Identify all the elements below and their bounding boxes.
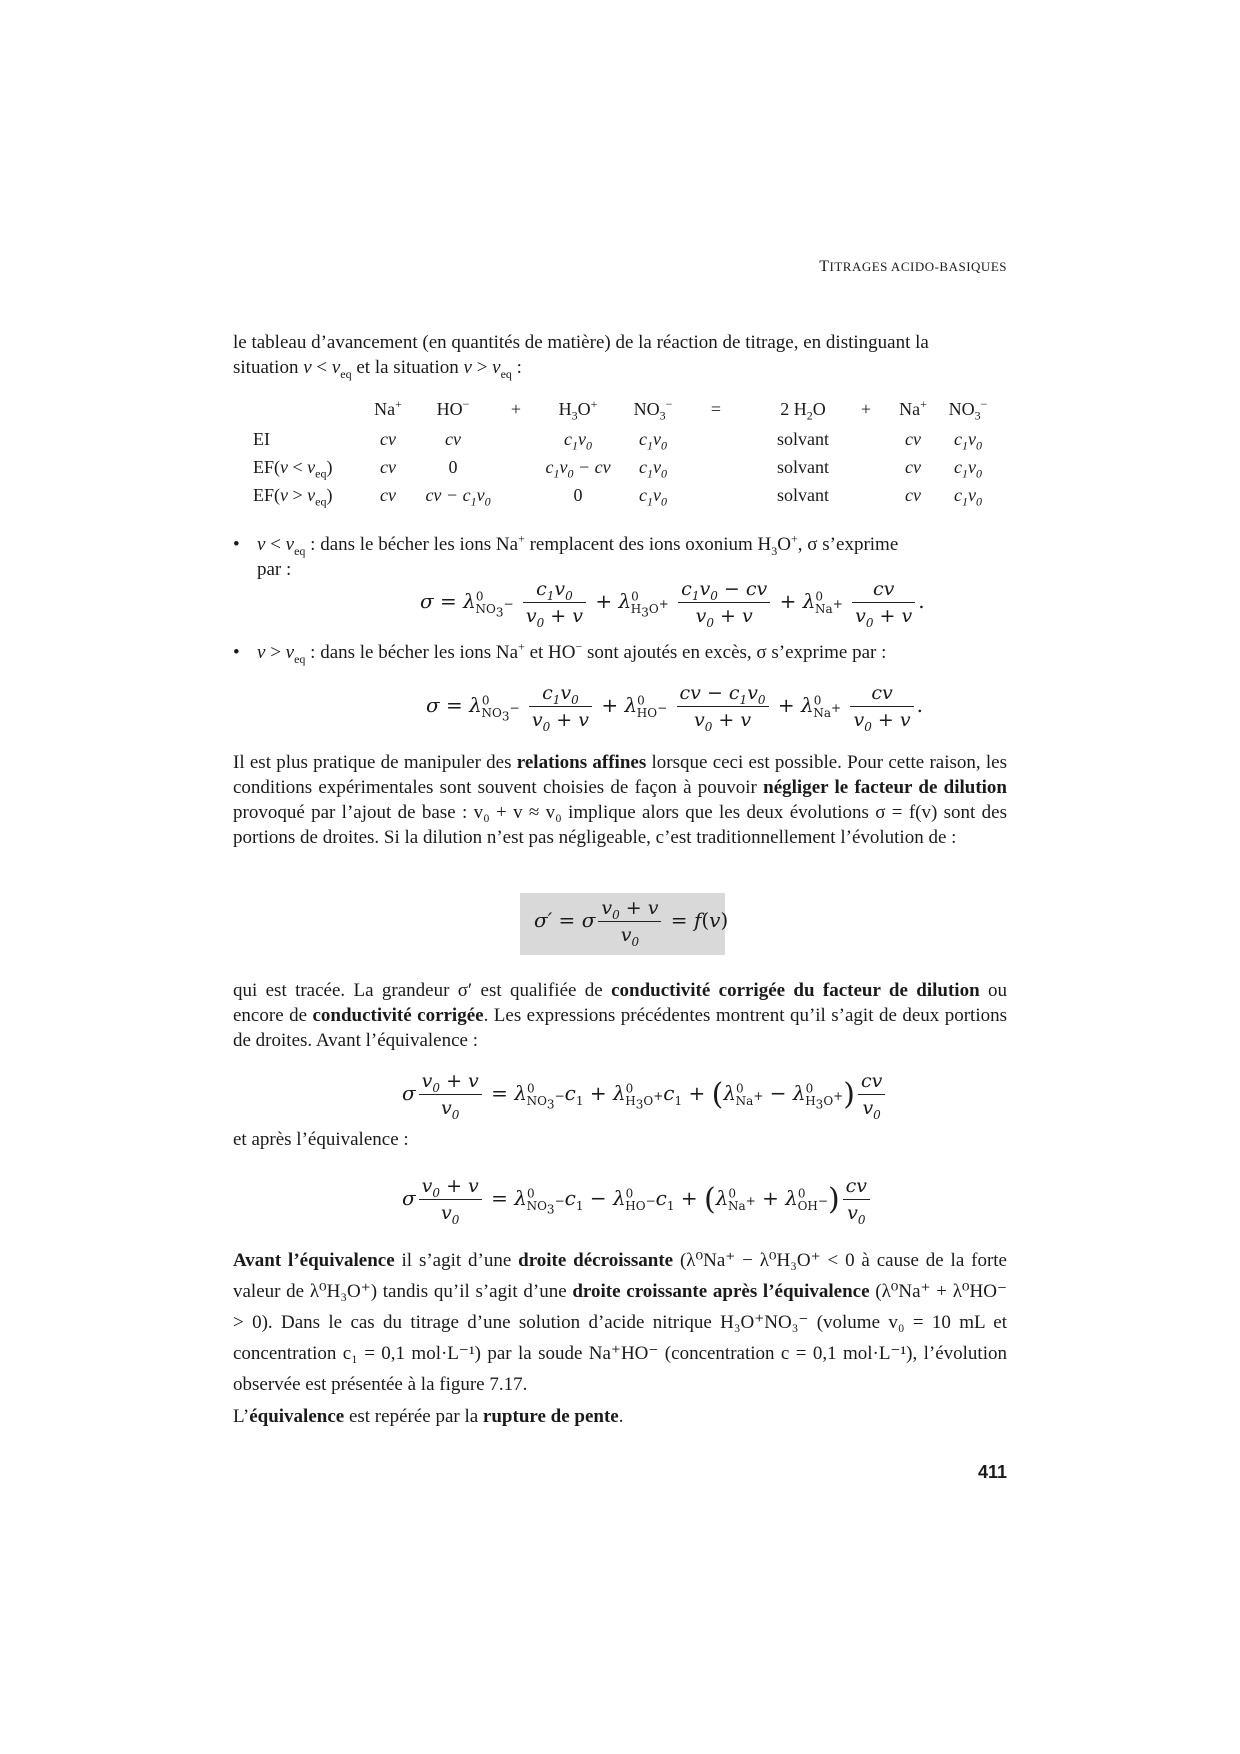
equation-before-equivalence: σ $\frac{v_0 + v}{v_0}$ = $\lambda^0_{NO_3^-}c_1 + \lambda^0_{H_3O^+}c_1 + (\lambda^0_{Na^+} - \lambda^0_{H_3O^+})$ $\frac{cv}{v_0}$	[402, 1070, 888, 1119]
table-row: $EF(v < v_{eq})$ cv 0 $c_1v_0$ − cv $c_1v_0$ solvant cv $c_1v_0$	[253, 457, 982, 481]
boxed-equation: σ′ = σ $\frac{v_0 + v}{v_0}$ = f(v)	[520, 893, 725, 955]
running-header: TITRAGES ACIDO-BASIQUES	[819, 258, 1007, 275]
paragraph: L’équivalence est repérée par la rupture de pente.	[233, 1406, 624, 1427]
bullet-icon: •	[233, 642, 240, 663]
bullet-item: • $v < v_{eq}$ : dans le bécher les ions Na+ remplacent des ions oxonium $H_3O^+$, σ s’exprime par :	[233, 531, 899, 580]
paragraph: Il est plus pratique de manipuler des relations affines lorsque ceci est possible. Pour cette raison, les conditions expérimentales sont souvent choisies de façon à pouvoir négliger le facteur de dilution provoqué par l’ajout de base : v₀ + v ≈ v₀ implique alors que les deux évolutions σ = f(v) sont des portions de droites. Si la dilution n’est pas négligeable, c’est traditionnellement l’évolution de :	[233, 752, 1008, 848]
paragraph: Avant l’équivalence il s’agit d’une droite décroissante (λ⁰Na⁺ − λ⁰H₃O⁺ < 0 à cause de la forte valeur de λ⁰H₃O⁺) tandis qu’il s’agit d’une droite croissante après l’équivalence (λ⁰Na⁺ + λ⁰HO⁻ > 0). Dans le cas du titrage d’une solution d’acide nitrique H₃O⁺NO₃⁻ (volume v₀ = 10 mL et concentration c₁ = 0,1 mol·L⁻¹) par la soude Na⁺HO⁻ (concentration c = 0,1 mol·L⁻¹), l’évolution observée est présentée à la figure 7.17.	[233, 1250, 1008, 1395]
equation-after-equivalence: σ $\frac{v_0 + v}{v_0}$ = $\lambda^0_{NO_3^-}c_1 - \lambda^0_{HO^-}c_1 + (\lambda^0_{Na^+} + \lambda^0_{OH^-})$ $\frac{cv}{v_0}$	[402, 1175, 873, 1224]
paragraph: qui est tracée. La grandeur σ′ est qualifiée de conductivité corrigée du facteur de dilution ou encore de conductivité corrigée. Les expressions précédentes montrent qu’il s’agit de deux portions de droites. Avant l’équivalence :	[233, 980, 1008, 1051]
table-header-row: Na+ HO− + $H_3O^+$ $NO_3^-$ = 2 $H_2O$ + Na+ $NO_3^-$	[374, 397, 988, 423]
table-row: EI cv cv $c_1v_0$ $c_1v_0$ solvant cv $c_1v_0$	[253, 429, 982, 453]
intro-paragraph: le tableau d’avancement (en quantités de matière) de la réaction de titrage, en distinguant la situation $v < v_{eq}$ et la situation $v > v_{eq}$ :	[233, 332, 929, 381]
equation-sigma-after: $\sigma = \lambda^0_{NO_3^-}$ $\frac{c_1v_0}{v_0 + v}$ + $\lambda^0_{HO^-}$ $\frac{cv - c_1v_0}{v_0 + v}$ + $\lambda^0_{Na^+}$ $\frac{cv}{v_0 + v}$ .	[426, 682, 923, 734]
paragraph: et après l’équivalence :	[233, 1129, 409, 1150]
table-row: $EF(v > v_{eq})$ cv cv − $c_1v_0$ 0 $c_1v_0$ solvant cv $c_1v_0$	[253, 485, 982, 509]
bullet-icon: •	[233, 534, 240, 555]
bullet-item: • $v > v_{eq}$ : dans le bécher les ions Na+ et HO− sont ajoutés en excès, σ s’exprime par :	[233, 639, 887, 666]
equation-sigma-before: $\sigma = \lambda^0_{NO_3^-}$ $\frac{c_1v_0}{v_0 + v}$ + $\lambda^0_{H_3O^+}$ $\frac{c_1v_0 - cv}{v_0 + v}$ + $\lambda^0_{Na^+}$ $\frac{cv}{v_0 + v}$ .	[420, 578, 925, 630]
page-number: 411	[977, 1462, 1007, 1482]
